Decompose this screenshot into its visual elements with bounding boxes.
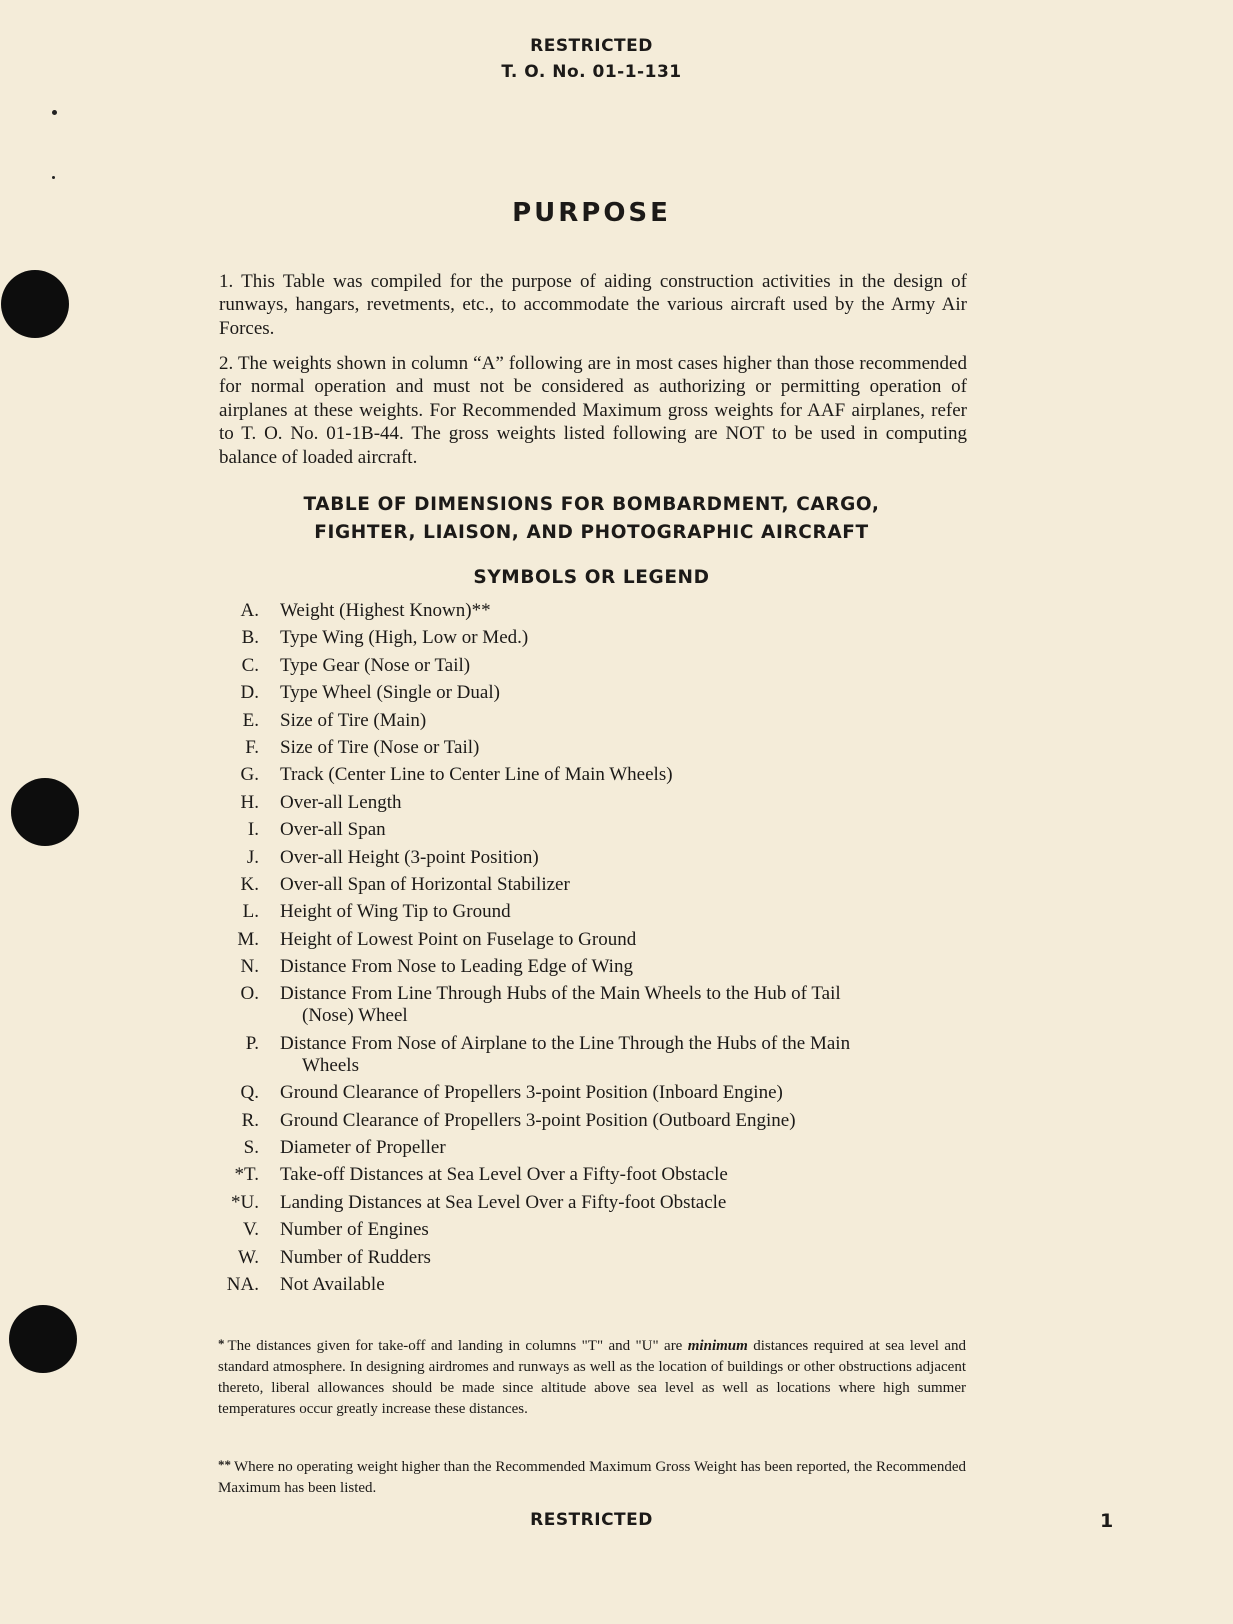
legend-description bbox=[280, 1137, 975, 1159]
footnote-double-asterisk bbox=[218, 1454, 966, 1499]
legend-description bbox=[280, 1274, 975, 1296]
legend-symbol: W. bbox=[238, 1246, 259, 1268]
legend-text: Number of Engines bbox=[280, 1219, 429, 1241]
legend-description bbox=[280, 792, 975, 814]
legend-description bbox=[280, 764, 975, 786]
legend-text-continuation: Wheels bbox=[302, 1054, 359, 1076]
legend-item bbox=[205, 1219, 975, 1241]
legend-description bbox=[280, 819, 975, 841]
purpose-paragraph-1: 1. This Table was compiled for the purpose of aiding construction activities in the design of runways, hangars, revetments, etc., to accommodate the various aircraft used by the Army Air Forces. bbox=[219, 271, 967, 339]
legend-symbol: I. bbox=[247, 819, 259, 841]
footer-classification: RESTRICTED bbox=[530, 1510, 653, 1530]
legend-text: Distance From Nose of Airplane to the Line Through the Hubs of the Main bbox=[280, 1032, 851, 1054]
legend-description bbox=[280, 655, 975, 677]
legend-item bbox=[205, 627, 975, 649]
binder-hole bbox=[9, 1305, 77, 1373]
legend-symbol: R. bbox=[241, 1109, 259, 1131]
legend-symbol: O. bbox=[240, 983, 259, 1005]
legend-symbol: L. bbox=[242, 901, 259, 923]
legend-item bbox=[205, 682, 975, 704]
legend-text: Ground Clearance of Propellers 3-point Position (Outboard Engine) bbox=[280, 1109, 796, 1131]
legend-text: Type Gear (Nose or Tail) bbox=[280, 654, 471, 676]
legend-symbol: H. bbox=[240, 791, 259, 813]
legend-description bbox=[280, 737, 975, 759]
legend-item bbox=[205, 1274, 975, 1296]
legend-text: Not Available bbox=[280, 1273, 385, 1295]
legend-text: Distance From Nose to Leading Edge of Wing bbox=[280, 956, 633, 978]
legend-description bbox=[280, 1033, 975, 1077]
footnote-mark: ** bbox=[218, 1457, 231, 1472]
legend-item bbox=[205, 1033, 975, 1077]
legend-item bbox=[205, 929, 975, 951]
legend-description bbox=[280, 682, 975, 704]
legend-symbol: D. bbox=[240, 682, 259, 704]
header-classification: RESTRICTED bbox=[530, 36, 653, 56]
legend-text: Over-all Span bbox=[280, 819, 386, 841]
legend-item bbox=[205, 1082, 975, 1104]
legend-symbol: N. bbox=[240, 956, 259, 978]
legend-text: Size of Tire (Nose or Tail) bbox=[280, 736, 480, 758]
legend-text: Distance From Line Through Hubs of the Main Wheels to the Hub of Tail bbox=[280, 983, 841, 1005]
table-title-line-1: TABLE OF DIMENSIONS FOR BOMBARDMENT, CARGO, bbox=[303, 494, 880, 515]
legend-description bbox=[280, 874, 975, 896]
legend-symbol: A. bbox=[240, 600, 259, 621]
page-title: PURPOSE bbox=[512, 198, 671, 228]
legend-description bbox=[280, 1219, 975, 1241]
legend-item bbox=[205, 874, 975, 896]
legend-description bbox=[280, 956, 975, 978]
legend-symbol: Q. bbox=[240, 1082, 259, 1104]
legend-description bbox=[280, 600, 975, 622]
legend-text: Diameter of Propeller bbox=[280, 1137, 446, 1159]
legend-text: Height of Wing Tip to Ground bbox=[280, 901, 511, 923]
binder-hole bbox=[1, 270, 69, 338]
legend-item bbox=[205, 901, 975, 923]
legend-symbol: F. bbox=[245, 736, 259, 758]
legend-description bbox=[280, 1110, 975, 1132]
legend-symbol: *U. bbox=[231, 1191, 259, 1213]
legend-item bbox=[205, 710, 975, 732]
legend-symbol: C. bbox=[241, 654, 259, 676]
footnote-text: distances required at sea level and standard atmosphere. In designing airdromes and runways as well as the location of buildings or other obstructions adjacent thereto, liberal allowances should be made since altitude above sea level as well as locations where high summer temperatures occur greatly increase these distances. bbox=[218, 1338, 967, 1417]
legend-symbol: S. bbox=[243, 1137, 259, 1159]
legend-item bbox=[205, 819, 975, 841]
legend-text-continuation: (Nose) Wheel bbox=[302, 1005, 408, 1027]
legend-description bbox=[280, 710, 975, 732]
legend-item bbox=[205, 1110, 975, 1132]
legend-list bbox=[205, 600, 975, 1301]
legend-symbol: M. bbox=[237, 928, 259, 950]
legend-text: Type Wheel (Single or Dual) bbox=[280, 682, 500, 704]
legend-item bbox=[205, 737, 975, 759]
legend-description bbox=[280, 627, 975, 649]
legend-symbol: NA. bbox=[226, 1273, 259, 1295]
legend-description bbox=[280, 1082, 975, 1104]
legend-symbol: B. bbox=[241, 627, 259, 649]
legend-text: Number of Rudders bbox=[280, 1246, 431, 1268]
legend-symbol: E. bbox=[242, 709, 259, 731]
purpose-paragraph-2: 2. The weights shown in column “A” following are in most cases higher than those recommended for normal operation and must not be considered as authorizing or permitting operation of airplanes at these weights. For Recommended Maximum gross weights for AAF airplanes, refer to T. O. No. 01-1B-44. The gross weights listed following are NOT to be used in computing balance of loaded aircraft. bbox=[219, 353, 967, 468]
legend-text: Landing Distances at Sea Level Over a Fifty-foot Obstacle bbox=[280, 1191, 727, 1213]
legend-text: Track (Center Line to Center Line of Main Wheels) bbox=[280, 764, 673, 786]
legend-item bbox=[205, 956, 975, 978]
legend-text: Weight (Highest Known)** bbox=[280, 600, 491, 621]
legend-description bbox=[280, 1247, 975, 1269]
table-title bbox=[0, 491, 1183, 547]
legend-item bbox=[205, 847, 975, 869]
footnote-text: The distances given for take-off and landing in columns "T" and "U" are bbox=[227, 1338, 688, 1354]
footnote-mark: * bbox=[218, 1336, 225, 1351]
legend-item bbox=[205, 655, 975, 677]
legend-symbol: V. bbox=[242, 1219, 259, 1241]
page-number: 1 bbox=[1100, 1510, 1114, 1532]
legend-item bbox=[205, 792, 975, 814]
legend-text: Over-all Length bbox=[280, 791, 402, 813]
paper-speck bbox=[52, 110, 57, 115]
legend-symbol: *T. bbox=[234, 1164, 259, 1186]
legend-title: SYMBOLS OR LEGEND bbox=[473, 567, 710, 588]
legend-description bbox=[280, 1164, 975, 1186]
binder-hole bbox=[11, 778, 79, 846]
legend-text: Over-all Height (3-point Position) bbox=[280, 846, 539, 868]
footnote-text: Where no operating weight higher than the Recommended Maximum Gross Weight has been reported, the Recommended Maximum has been listed. bbox=[218, 1459, 966, 1496]
footnote-emphasis: minimum bbox=[687, 1338, 748, 1354]
legend-item bbox=[205, 1137, 975, 1159]
paper-speck bbox=[52, 176, 55, 179]
legend-item bbox=[205, 1247, 975, 1269]
legend-text: Take-off Distances at Sea Level Over a Fifty-foot Obstacle bbox=[280, 1164, 728, 1186]
legend-symbol: J. bbox=[246, 846, 259, 868]
legend-description bbox=[280, 929, 975, 951]
header-doc-number: T. O. No. 01-1-131 bbox=[501, 62, 682, 82]
legend-description bbox=[280, 847, 975, 869]
legend-text: Size of Tire (Main) bbox=[280, 709, 427, 731]
legend-item bbox=[205, 1164, 975, 1186]
legend-description bbox=[280, 901, 975, 923]
legend-symbol: P. bbox=[245, 1032, 259, 1054]
legend-text: Height of Lowest Point on Fuselage to Ground bbox=[280, 928, 637, 950]
legend-symbol: G. bbox=[240, 764, 259, 786]
legend-item bbox=[205, 764, 975, 786]
legend-item bbox=[205, 983, 975, 1027]
legend-text: Type Wing (High, Low or Med.) bbox=[280, 627, 529, 649]
legend-item bbox=[205, 1192, 975, 1214]
footnote-single-asterisk bbox=[218, 1333, 966, 1420]
table-title-line-2: FIGHTER, LIAISON, AND PHOTOGRAPHIC AIRCRAFT bbox=[314, 522, 869, 543]
legend-description bbox=[280, 983, 975, 1027]
legend-symbol: K. bbox=[240, 873, 259, 895]
legend-description bbox=[280, 1192, 975, 1214]
legend-text: Over-all Span of Horizontal Stabilizer bbox=[280, 873, 570, 895]
legend-text: Ground Clearance of Propellers 3-point Position (Inboard Engine) bbox=[280, 1082, 783, 1104]
legend-item bbox=[205, 600, 975, 622]
